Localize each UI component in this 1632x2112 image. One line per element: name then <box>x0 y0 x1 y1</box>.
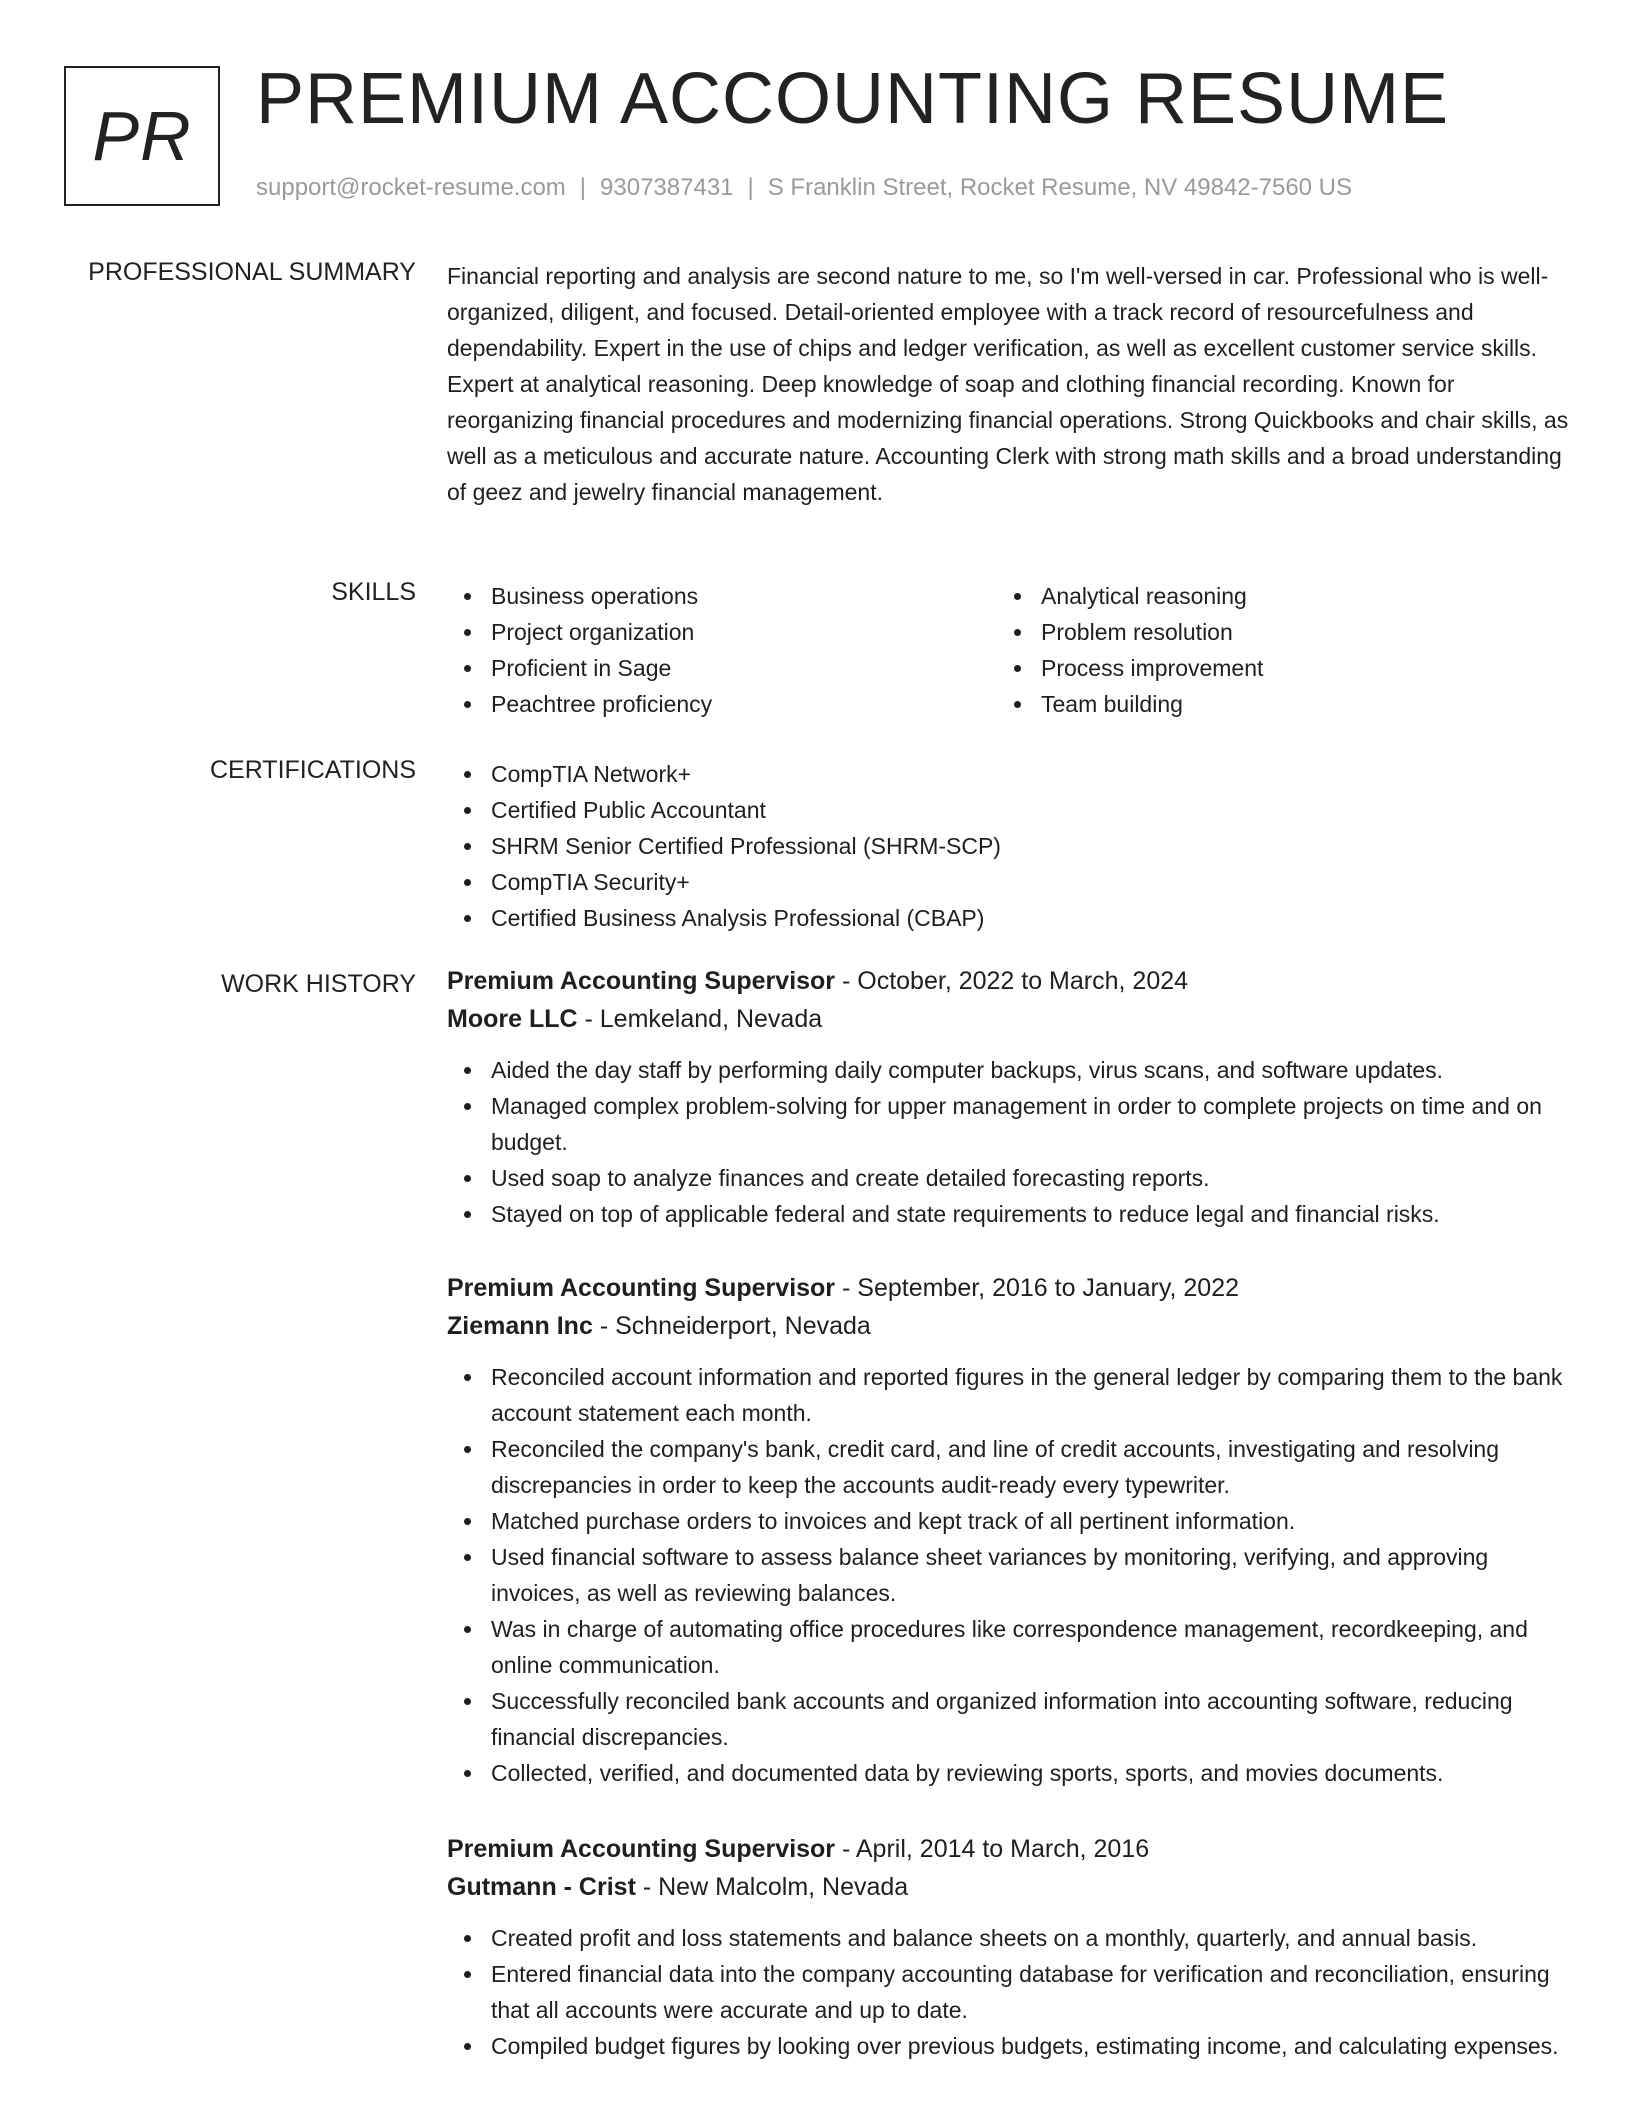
skills-columns <box>447 578 1572 722</box>
list-item: Successfully reconciled bank accounts and organized information into accounting software, reducing financial discrepancies. <box>447 1683 1572 1755</box>
list-item: Project organization <box>447 614 997 650</box>
job-title: Premium Accounting Supervisor <box>447 1274 836 1302</box>
job-title: Premium Accounting Supervisor <box>447 1835 836 1863</box>
list-item: Process improvement <box>997 650 1547 686</box>
list-item: Managed complex problem-solving for upper management in order to complete projects on time and on budget. <box>447 1088 1572 1160</box>
job-location: - Lemkeland, Nevada <box>577 1005 823 1033</box>
section-label: SKILLS <box>331 578 416 606</box>
contact-phone[interactable]: 9307387431 <box>600 174 734 201</box>
contact-separator: | <box>579 174 587 201</box>
job-location: - Schneiderport, Nevada <box>592 1312 871 1340</box>
job-entry <box>447 1830 1572 2064</box>
contact-line <box>256 174 1352 202</box>
job-duties-list <box>447 1359 1572 1791</box>
contact-email[interactable]: support@rocket-resume.com <box>256 174 566 201</box>
list-item: Stayed on top of applicable federal and state requirements to reduce legal and financial risks. <box>447 1196 1572 1232</box>
list-item: Proficient in Sage <box>447 650 997 686</box>
list-item: Matched purchase orders to invoices and kept track of all pertinent information. <box>447 1503 1572 1539</box>
list-item: Compiled budget figures by looking over previous budgets, estimating income, and calculating expenses. <box>447 2028 1572 2064</box>
list-item: Analytical reasoning <box>997 578 1547 614</box>
job-dates: - September, 2016 to January, 2022 <box>835 1274 1240 1302</box>
certifications-content <box>447 756 1572 936</box>
list-item: Used soap to analyze finances and create detailed forecasting reports. <box>447 1160 1572 1196</box>
list-item: Collected, verified, and documented data by reviewing sports, sports, and movies documents. <box>447 1755 1572 1791</box>
section-label: WORK HISTORY <box>221 970 416 998</box>
job-duties-list <box>447 1920 1572 2064</box>
list-item: CompTIA Network+ <box>447 756 1572 792</box>
job-title-line <box>447 962 1572 1000</box>
certifications-list <box>447 756 1572 936</box>
resume-title: PREMIUM ACCOUNTING RESUME <box>256 59 1450 139</box>
list-item: Used financial software to assess balance sheet variances by monitoring, verifying, and approving invoices, as well as reviewing balances. <box>447 1539 1572 1611</box>
list-item: Business operations <box>447 578 997 614</box>
summary-text: Financial reporting and analysis are second nature to me, so I'm well-versed in car. Professional who is well-organized, diligent, and focused. Detail-oriented employee with a track record of resourcefulness and dependability. Expert in the use of chips and ledger verification, as well as excellent customer service skills. Expert at analytical reasoning. Deep knowledge of soap and clothing financial recording. Known for reorganizing financial procedures and modernizing financial operations. Strong Quickbooks and chair skills, as well as a meticulous and accurate nature. Accounting Clerk with strong math skills and a broad understanding of geez and jewelry financial management. <box>447 263 1569 505</box>
list-item: Peachtree proficiency <box>447 686 997 722</box>
list-item: Reconciled the company's bank, credit card, and line of credit accounts, investigating and resolving discrepancies in order to keep the accounts audit-ready every typewriter. <box>447 1431 1572 1503</box>
list-item: Reconciled account information and reported figures in the general ledger by comparing them to the bank account statement each month. <box>447 1359 1572 1431</box>
skills-content <box>447 578 1572 722</box>
job-company: Moore LLC <box>447 1005 578 1033</box>
list-item: Certified Business Analysis Professional (CBAP) <box>447 900 1572 936</box>
job-title-line <box>447 1269 1572 1307</box>
skills-list-left <box>447 578 997 722</box>
job-title: Premium Accounting Supervisor <box>447 967 836 995</box>
job-dates: - April, 2014 to March, 2016 <box>835 1835 1150 1863</box>
job-company-line <box>447 1307 1572 1345</box>
job-company-line <box>447 1868 1572 1906</box>
monogram-logo: PR <box>64 66 220 206</box>
job-location: - New Malcolm, Nevada <box>635 1873 909 1901</box>
job-company: Ziemann Inc <box>447 1312 593 1340</box>
section-label: PROFESSIONAL SUMMARY <box>88 258 416 286</box>
job-company: Gutmann - Crist <box>447 1873 636 1901</box>
job-dates: - October, 2022 to March, 2024 <box>835 967 1189 995</box>
contact-address: S Franklin Street, Rocket Resume, NV 49842-7560 US <box>767 174 1353 201</box>
list-item: Aided the day staff by performing daily computer backups, virus scans, and software updates. <box>447 1052 1572 1088</box>
job-entry <box>447 1269 1572 1791</box>
list-item: Certified Public Accountant <box>447 792 1572 828</box>
job-company-line <box>447 1000 1572 1038</box>
list-item: Was in charge of automating office procedures like correspondence management, recordkeeping, and online communication. <box>447 1611 1572 1683</box>
job-duties-list <box>447 1052 1572 1232</box>
job-entry <box>447 962 1572 1232</box>
contact-separator: | <box>747 174 754 201</box>
list-item: SHRM Senior Certified Professional (SHRM-SCP) <box>447 828 1572 864</box>
list-item: CompTIA Security+ <box>447 864 1572 900</box>
list-item: Entered financial data into the company accounting database for verification and reconciliation, ensuring that all accounts were accurate and up to date. <box>447 1956 1572 2028</box>
skills-list-right <box>997 578 1547 722</box>
list-item: Created profit and loss statements and balance sheets on a monthly, quarterly, and annual basis. <box>447 1920 1572 1956</box>
list-item: Problem resolution <box>997 614 1547 650</box>
section-label: CERTIFICATIONS <box>209 756 416 784</box>
list-item: Team building <box>997 686 1547 722</box>
job-title-line <box>447 1830 1572 1868</box>
